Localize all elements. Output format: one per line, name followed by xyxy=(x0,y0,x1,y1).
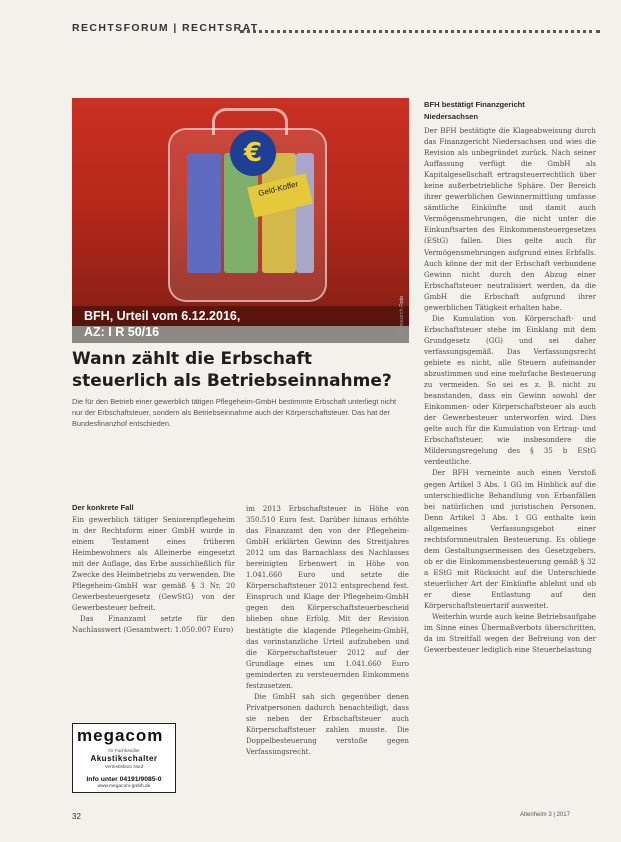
banknote-blue xyxy=(187,153,221,273)
article-column-2 xyxy=(246,503,409,803)
money-case-tag: Geld-Koffer xyxy=(247,173,313,218)
banknote-purple xyxy=(296,153,314,273)
verdict-line-2: AZ: I R 50/16 xyxy=(84,325,160,339)
col1-paragraph-2: Das Finanzamt setzte für den Nachlasswert (Gesamtwert: 1.050.007 Euro) xyxy=(72,614,235,635)
section-header: RECHTSFORUM | RECHTSRAT xyxy=(72,22,259,34)
col2-paragraph-1: im 2013 Erbschaftsteuer in Höhe von 350.510 Euro fest. Darüber hinaus erhöhte das Finanzamt den von der Pflegeheim-GmbH erklärten Gewinn des Streitjahres 2012 um das Barnachlass des Nachlasses bereinigten Erbenwert in Höhe von 1.041.660 Euro und setzte die Körperschaftsteuer 2012 entsprechend fest. Einspruch und Klage der Pflegeheim-GmbH gegen den Körperschaftsteuerbescheid blieben ohne Erfolg. Mit der Revision bestätigte die klagende Pflegeheim-GmbH, das vorinstanzliche Urteil aufzuheben und die Körperschaftsteuer 2012 auf der Grundlage eines um 1.041.660 Euro geminderten zu versteuernden Einkommens festzusetzen. xyxy=(246,504,409,690)
ad-phone: Info unter 04191/9085-0 xyxy=(86,776,162,783)
euro-badge-icon: € xyxy=(230,130,276,176)
header-dotted-rule xyxy=(240,30,600,33)
col3-paragraph-1: Der BFH bestätigte die Klageabweisung durch das Finanzgericht Niedersachsen und wies die Revision als unbegründet zurück. Nach seiner Auffassung verfügt die GmbH als Kapitalgesellschaft ertragsteuerrechtlich über keine außerbetriebliche Sphäre. Der Bereich ihrer gewerblichen Gewinnermittlung umfasse sämtliche Einkünfte und damit auch Vermögensmehrungen, die nicht unter die Einkunftsarten des Einkommensteuergesetzes (EStG) fallen. Dies gelte auch für Vermögensmehrungen aufgrund eines Erbfalls. Auch könne der mit der Erbschaft verbundene Gewinn nicht durch den Abzug einer Erbschaftsteuer neutralisiert werden, da die GmbH die Erbschaft aufgrund ihrer gewerblichen Tätigkeit erhalten habe. xyxy=(424,126,596,312)
col3-paragraph-4: Weiterhin wurde auch keine Betriebsaufgabe im Sinne eines Übermaßverbots überschritten, da im Streitfall wegen der Befreiung von der Gewerbesteuer lediglich eine Steuerbelastung xyxy=(424,612,596,655)
advertisement[interactable] xyxy=(72,723,176,793)
ad-tagline: Ihr Fachhändler xyxy=(108,748,140,753)
ad-subtitle: Vertriebsbüro Nord xyxy=(104,764,144,769)
verdict-line-1: BFH, Urteil vom 6.12.2016, xyxy=(84,309,241,323)
photo-credit: Fotosearch Foto xyxy=(399,295,405,336)
col3-heading-line-2: Niedersachsen xyxy=(424,112,479,121)
col3-paragraph-3: Der BFH verneinte auch einen Verstoß gegen Artikel 3 Abs. 1 GG im Hinblick auf die unterschiedliche Behandlung von Erbanfällen bei natürlichen und juristischen Personen. Denn Artikel 3 Abs. 1 GG enthalte kein allgemeines Verfassungsgebot einer rechtsformneutralen Besteuerung. Es obliege dem Gestaltungsermessen des Gesetzgebers, ob er die Einkommensbesteuerung gemäß § 32 a EStG mit Rücksicht auf die Unterschiede steuerlicher Art der Einkünfte ablehnt und ob er diese Entlastung auf den Körperschaftsteuertarif ausweitet. xyxy=(424,468,596,611)
article-column-3 xyxy=(424,125,596,805)
col3-heading-line-1: BFH bestätigt Finanzgericht xyxy=(424,100,525,109)
col1-paragraph-1: Ein gewerblich tätiger Seniorenpflegeheim in der Rechtsform einer GmbH wurde in einem Testament eines früheren Heimbewohners als Alleinerbe eingesetzt mit der Auflage, das Erbe ausschließlich für Zwecke des Heimbetriebs zu verwenden. Die Pflegeheim-GmbH war gemäß § 3 Nr. 20 Gewerbesteuergesetz (GewStG) von der Gewerbesteuer befreit. xyxy=(72,515,235,613)
col1-heading: Der konkrete Fall xyxy=(72,503,134,512)
col2-paragraph-2: Die GmbH sah sich gegenüber denen Privatpersonen dadurch benachteiligt, dass sie neben der Erbschaftsteuer auch Körperschaftsteuer zahlen musste. Die Doppelbesteuerung verstoße gegen Verfassungsrecht. xyxy=(246,691,409,757)
article-column-1 xyxy=(72,514,235,719)
article-lead: Die für den Betrieb einer gewerblich tätigen Pflegeheim-GmbH bestimmte Erbschaft unterliegt nicht nur der Erbschaftsteuer, sondern als Betriebseinnahme auch der Körperschaftsteuer. Das hat der Bundesfinanzhof entschieden. xyxy=(72,397,397,428)
article-title: Wann zählt die Erbschaft steuerlich als Betriebseinnahme? xyxy=(72,349,392,391)
col3-paragraph-2: Die Kumulation von Körperschaft- und Erbschaftsteuer stehe im Einklang mit dem Grundgesetz (GG) und sei daher verfassungsgemäß. Das Verfassungsrecht gebiete es nicht, alle Steuern aufeinander abzustimmen und eine mehrfache Besteuerung zu vermeiden. So sei es z. B. nicht zu beanstanden, dass ein Gewinn sowohl der Einkommen- oder Körperschaftsteuer als auch der Gewerbesteuer unterworfen wird. Dies gelte auch für die Kumulation von Ertrag- und Erbschaftsteuer, wie insbesondere die Milderungsregelung des § 35 b EStG verdeutliche. xyxy=(424,313,596,467)
ad-logo: megacom xyxy=(77,726,164,745)
magazine-issue: Altenheim 3 | 2017 xyxy=(520,812,570,818)
page-number: 32 xyxy=(72,812,81,821)
ad-title: Akustikschalter xyxy=(90,754,158,763)
ad-website-link[interactable]: www.megacom-gmbh.de xyxy=(97,784,151,789)
